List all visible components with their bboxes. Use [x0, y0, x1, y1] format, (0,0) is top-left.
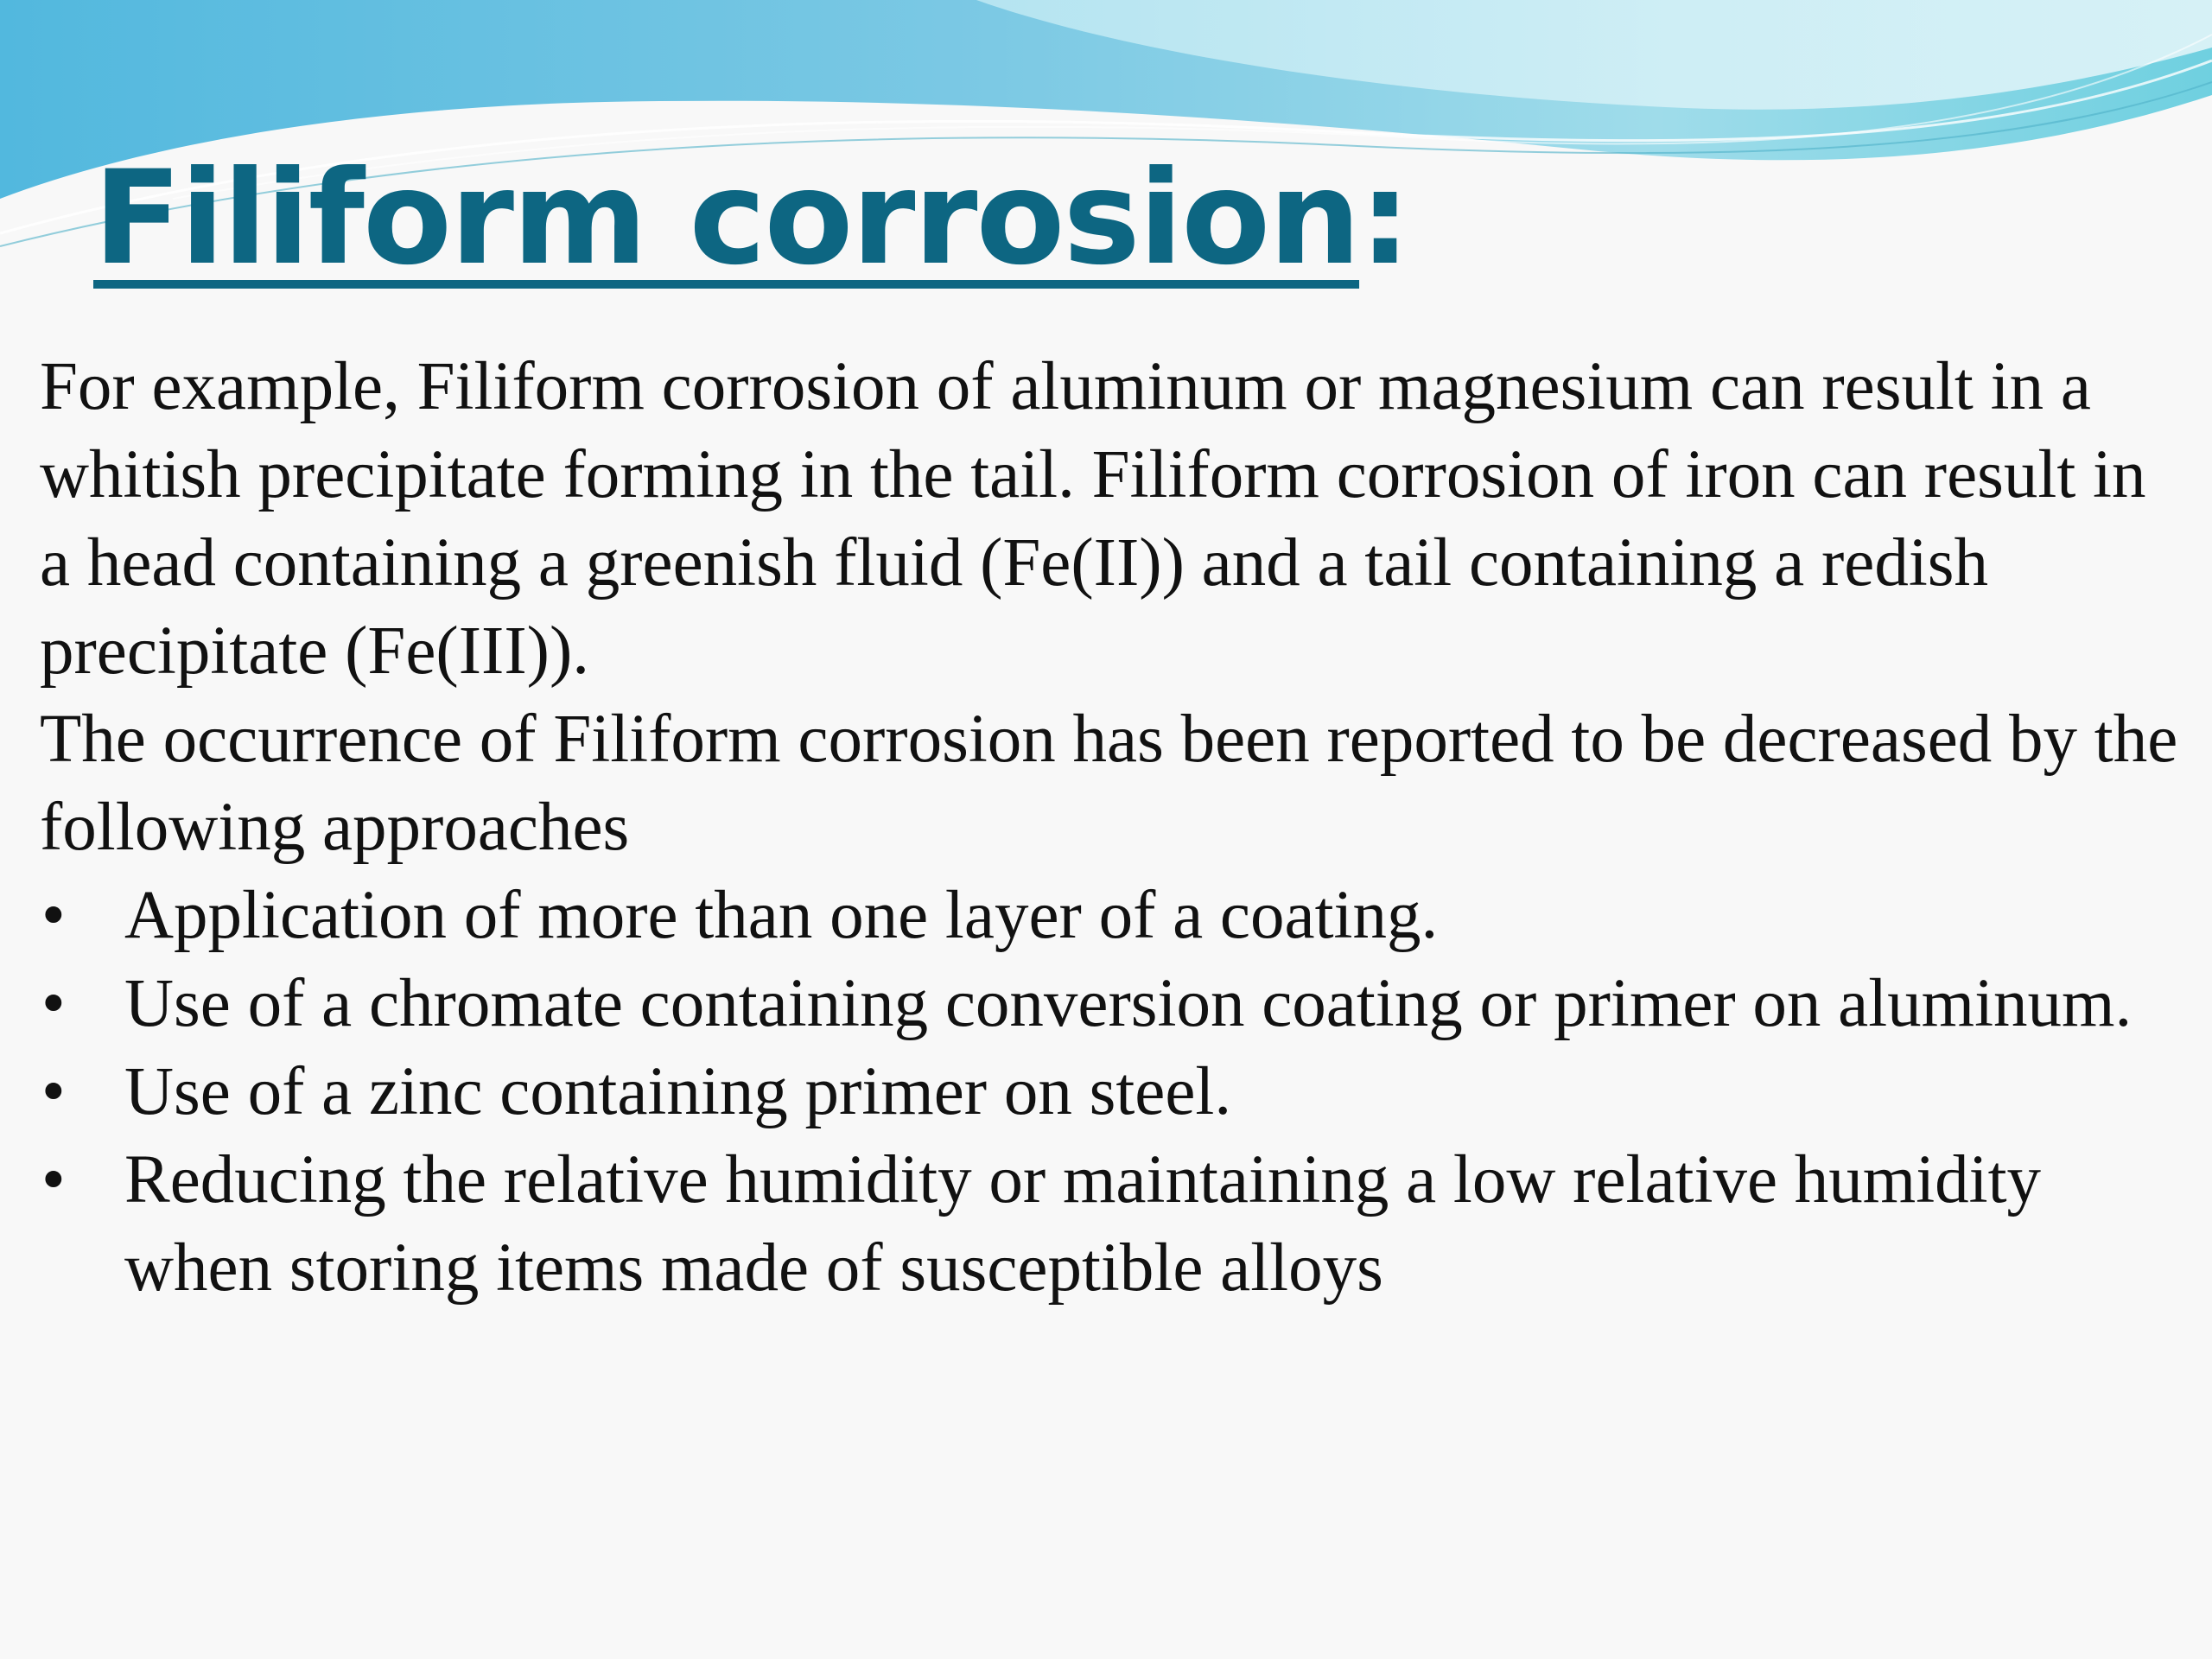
bullet-item [40, 1048, 2183, 1136]
bullet-icon: • [41, 1054, 66, 1129]
bullet-item [40, 960, 2183, 1048]
slide-title-text: Filiform corrosion [93, 143, 1360, 294]
bullet-text: Application of more than one layer of a coating. [124, 878, 1439, 953]
body-paragraph: For example, Filiform corrosion of aluminum or magnesium can result in a whitish precipitate forming in the tail. Filiform corrosion of iron can result in a head containing a greenish fluid (Fe(II)) and a tail containing a redish precipitate (Fe(III)). [40, 349, 2146, 689]
slide-title [93, 143, 1410, 294]
bullet-list [40, 872, 2183, 1313]
bullet-item [40, 872, 2183, 960]
bullet-item [40, 1136, 2183, 1313]
body-paragraph: The occurrence of Filiform corrosion has been reported to be decreased by the following approaches [40, 702, 2178, 865]
bullet-text: Use of a zinc containing primer on steel. [124, 1054, 1232, 1129]
bullet-text: Reducing the relative humidity or maintaining a low relative humidity when storing items made of susceptible alloys [124, 1142, 2042, 1306]
bullet-icon: • [41, 1142, 66, 1217]
slide-title-colon: : [1359, 143, 1410, 294]
bullet-icon: • [41, 966, 66, 1041]
bullet-icon: • [41, 878, 66, 953]
slide-body [40, 343, 2183, 1313]
bullet-text: Use of a chromate containing conversion coating or primer on aluminum. [124, 966, 2133, 1041]
